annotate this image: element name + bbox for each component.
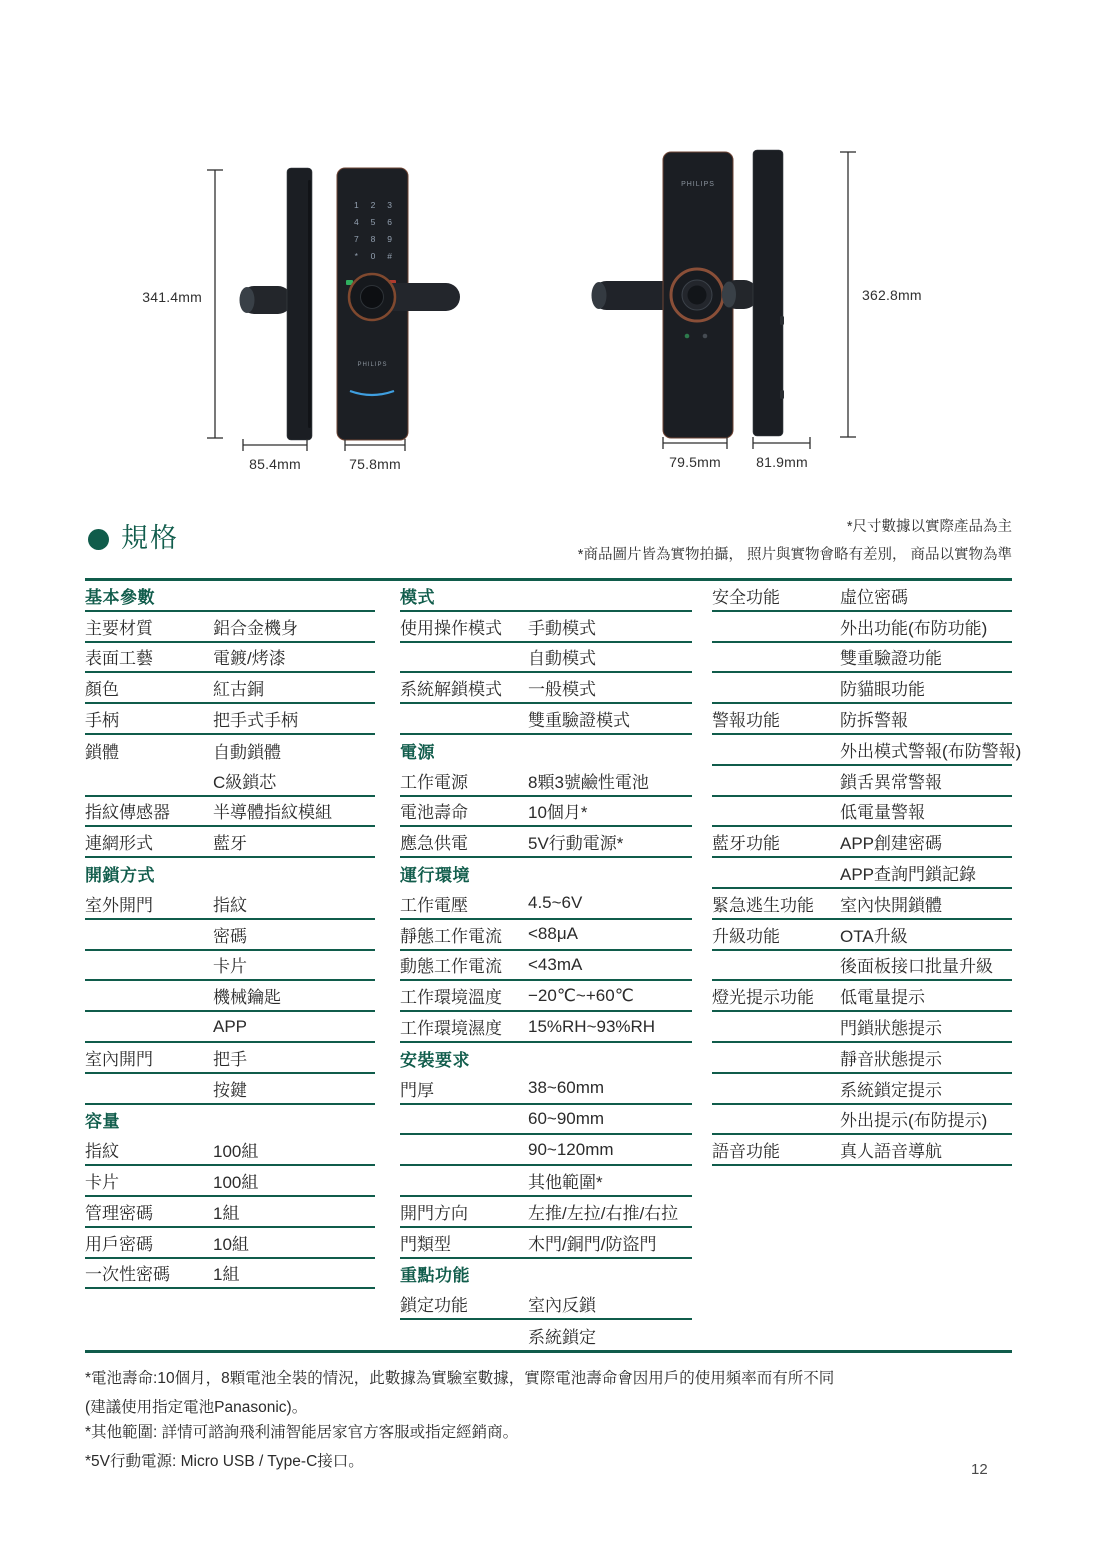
spec-value: 100組: [213, 1173, 259, 1193]
spec-section-title: 基本參數: [85, 587, 155, 607]
spec-section-title: 重點功能: [400, 1266, 470, 1286]
spec-row: [85, 673, 375, 704]
spec-value: 門鎖狀態提示: [840, 1019, 942, 1039]
spec-label: 卡片: [85, 1173, 119, 1193]
spec-value: 半導體指紋模組: [213, 803, 332, 823]
spec-value: 1組: [213, 1203, 240, 1223]
spec-label: 表面工藝: [85, 649, 153, 669]
spec-value: 鋁合金機身: [213, 618, 298, 638]
spec-value: 4.5~6V: [528, 893, 583, 913]
spec-row: [400, 889, 692, 920]
spec-row: [712, 1074, 1012, 1105]
spec-row: [400, 797, 692, 828]
spec-value: 自動模式: [528, 649, 596, 669]
spec-row: [85, 643, 375, 674]
spec-row: [400, 1197, 692, 1228]
spec-row: [400, 827, 692, 858]
dim-width-right-side: 81.9mm: [756, 454, 808, 470]
spec-value: 按鍵: [213, 1080, 247, 1100]
keypad-key: 3: [387, 200, 393, 210]
disclaimers: [578, 513, 1012, 569]
spec-value: 把手: [213, 1049, 247, 1069]
spec-section-title: 安裝要求: [400, 1050, 470, 1070]
spec-label: 門類型: [400, 1234, 451, 1254]
spec-row: [400, 1166, 692, 1197]
spec-label: 室內開門: [85, 1049, 153, 1069]
spec-row: [712, 643, 1012, 674]
spec-value: 室內快開鎖體: [840, 895, 942, 915]
spec-row: [85, 704, 375, 735]
dim-height-left: 341.4mm: [142, 289, 202, 305]
spec-label: 藍牙功能: [712, 834, 780, 854]
spec-row: [85, 1197, 375, 1228]
spec-row: [85, 920, 375, 951]
spec-row: [85, 1135, 375, 1166]
spec-value: 自動鎖體: [213, 742, 281, 762]
brand-wordmark: PHILIPS: [681, 181, 715, 188]
spec-row: [85, 797, 375, 828]
spec-row: [400, 1135, 692, 1166]
page-number: 12: [971, 1461, 988, 1478]
keypad-key: 0: [370, 251, 376, 261]
spec-row: [85, 1043, 375, 1074]
spec-value: OTA升級: [840, 926, 908, 946]
spec-value: 外出功能(布防功能): [840, 618, 988, 638]
spec-row: [712, 735, 1022, 766]
spec-row: [712, 766, 1012, 797]
keypad: [348, 200, 398, 261]
spec-row: [85, 951, 375, 982]
keypad-key: 2: [370, 200, 376, 210]
spec-row: [712, 1012, 1012, 1043]
product-drawings: [80, 140, 960, 500]
spec-section-header: [400, 858, 692, 889]
spec-label: 使用操作模式: [400, 618, 502, 638]
spec-label: 工作環境濕度: [400, 1019, 502, 1039]
spec-value: 8顆3號鹼性電池: [528, 772, 649, 792]
spec-value: 外出模式警報(布防警報): [840, 741, 1022, 761]
dim-width-right-front: 79.5mm: [669, 454, 721, 470]
spec-value: 靜音狀態提示: [840, 1049, 942, 1069]
dim-line-height-right: [840, 152, 856, 437]
spec-row: [712, 581, 1012, 612]
spec-column-mode: [400, 581, 692, 1351]
spec-value: 15%RH~93%RH: [528, 1016, 656, 1036]
spec-value: 室內反鎖: [528, 1296, 596, 1316]
spec-value: 1組: [213, 1265, 240, 1285]
spec-value: 防拆警報: [840, 711, 908, 731]
spec-row: [400, 981, 692, 1012]
keypad-key: 9: [387, 234, 393, 244]
disclaimer-line: *尺寸數據以實際產品為主: [846, 519, 1012, 535]
spec-value: 10個月*: [528, 803, 588, 823]
spec-row: [400, 1289, 692, 1320]
spec-label: 手柄: [85, 711, 119, 731]
table-bottom-rule: [85, 1350, 1012, 1353]
spec-value: 雙重驗證模式: [528, 711, 630, 731]
spec-row: [85, 889, 375, 920]
spec-section-header: [85, 1105, 375, 1136]
spec-value: 低電量警報: [840, 803, 925, 823]
spec-row: [712, 858, 1012, 889]
spec-row: [400, 643, 692, 674]
spec-row: [85, 735, 375, 766]
spec-label: 工作環境溫度: [400, 988, 502, 1008]
brand-wordmark: PHILIPS: [357, 362, 388, 368]
spec-label: 動態工作電流: [400, 957, 502, 977]
spec-column-basic: [85, 581, 375, 1289]
spec-row: [400, 951, 692, 982]
spec-value: 100組: [213, 1142, 259, 1162]
spec-label: 升級功能: [712, 926, 780, 946]
spec-row: [400, 1074, 692, 1105]
spec-value: 指紋: [213, 895, 247, 915]
spec-section-title: 開鎖方式: [85, 866, 155, 886]
spec-section-header: [400, 735, 692, 766]
spec-row: [712, 981, 1012, 1012]
spec-label: 室外開門: [85, 895, 153, 915]
spec-value: 虛位密碼: [840, 587, 908, 607]
footnote: *電池壽命:10個月，8顆電池全裝的情況，此數據為實驗室數據，實際電池壽命會因用戶的使用頻率而有所不同: [85, 1370, 835, 1387]
spec-row: [712, 704, 1012, 735]
spec-label: 連網形式: [85, 834, 153, 854]
keypad-key: *: [354, 251, 358, 261]
spec-label: 電池壽命: [400, 803, 468, 823]
spec-value: <43mA: [528, 954, 583, 974]
spec-value: APP創建密碼: [840, 834, 943, 854]
keypad-key: #: [387, 251, 393, 261]
dim-line-width-right-side: [753, 437, 810, 449]
section-title: 規格: [121, 523, 179, 553]
keypad-key: 1: [353, 200, 359, 210]
spec-value: <88μA: [528, 924, 578, 944]
spec-row: [712, 951, 1012, 982]
spec-section-title: 電源: [400, 742, 435, 762]
spec-value: 卡片: [213, 957, 247, 977]
disclaimer-line: *商品圖片皆為實物拍攝， 照片與實物會略有差別， 商品以實物為準: [577, 547, 1012, 563]
dim-line-height-left: [207, 170, 223, 438]
spec-section-header: [400, 581, 692, 612]
spec-value: 後面板接口批量升級: [840, 957, 993, 977]
spec-label: 靜態工作電流: [400, 926, 502, 946]
spec-value: 60~90mm: [528, 1108, 605, 1128]
spec-row: [400, 1320, 692, 1351]
spec-label: 顏色: [85, 680, 119, 700]
keypad-key: 5: [370, 217, 376, 227]
spec-row: [400, 920, 692, 951]
spec-value: 機械鑰匙: [213, 988, 281, 1008]
spec-label: 一次性密碼: [85, 1265, 170, 1285]
spec-value: 系統鎖定提示: [840, 1080, 942, 1100]
spec-row: [400, 612, 692, 643]
dim-line-width-left-side: [243, 439, 307, 451]
spec-value: 10組: [213, 1234, 249, 1254]
spec-value: 鎖舌異常警報: [840, 772, 942, 792]
spec-value: 電鍍/烤漆: [213, 649, 286, 669]
footnote: *5V行動電源: Micro USB / Type-C接口。: [85, 1453, 364, 1470]
spec-value: 外出提示(布防提示): [840, 1111, 988, 1131]
spec-value: 手動模式: [528, 618, 596, 638]
spec-label: 警報功能: [712, 711, 780, 731]
spec-value: 90~120mm: [528, 1139, 614, 1159]
spec-row: [85, 766, 375, 797]
spec-row: [85, 1228, 375, 1259]
footnote: *其他範圍: 詳情可諮詢飛利浦智能居家官方客服或指定經銷商。: [85, 1424, 519, 1441]
spec-row: [400, 704, 692, 735]
spec-row: [85, 1166, 375, 1197]
spec-row: [712, 1043, 1012, 1074]
spec-value: 防貓眼功能: [840, 680, 925, 700]
spec-label: 指紋: [85, 1142, 119, 1162]
spec-row: [85, 981, 375, 1012]
spec-value: 藍牙: [213, 834, 247, 854]
spec-value: 38~60mm: [528, 1078, 605, 1098]
spec-row: [85, 1259, 375, 1290]
spec-value: C級鎖芯: [213, 772, 277, 792]
dim-height-right: 362.8mm: [862, 287, 922, 303]
spec-row: [85, 1074, 375, 1105]
dim-line-width-right-front: [663, 437, 727, 449]
lock-side-view-left: [240, 168, 313, 440]
spec-value: 5V行動電源*: [528, 834, 624, 854]
spec-value: 雙重驗證功能: [840, 649, 942, 669]
keypad-key: 6: [387, 217, 393, 227]
spec-label: 應急供電: [400, 834, 468, 854]
section-bullet-icon: [88, 529, 109, 550]
spec-row: [712, 889, 1012, 920]
keypad-key: 8: [370, 234, 376, 244]
dim-line-width-left-front: [345, 439, 405, 451]
spec-row: [85, 1012, 375, 1043]
spec-value: APP: [213, 1016, 248, 1036]
spec-value: 真人語音導航: [840, 1142, 942, 1162]
spec-label: 指紋傳感器: [85, 803, 170, 823]
spec-section-title: 容量: [85, 1112, 120, 1132]
dim-width-left-side: 85.4mm: [249, 456, 301, 472]
spec-row: [400, 1012, 692, 1043]
dim-width-left-front: 75.8mm: [349, 456, 401, 472]
spec-label: 開門方向: [400, 1203, 468, 1223]
spec-label: 系統解鎖模式: [400, 680, 502, 700]
spec-section-header: [85, 858, 375, 889]
spec-label: 門厚: [400, 1080, 434, 1100]
spec-row: [712, 1105, 1012, 1136]
spec-label: 安全功能: [712, 587, 780, 607]
spec-value: APP查詢門鎖記錄: [840, 865, 977, 885]
spec-row: [712, 920, 1012, 951]
spec-label: 用戶密碼: [85, 1234, 153, 1254]
spec-row: [712, 612, 1012, 643]
spec-row: [400, 673, 692, 704]
spec-label: 主要材質: [85, 618, 153, 638]
spec-value: 把手式手柄: [213, 711, 298, 731]
keypad-key: 7: [353, 234, 359, 244]
spec-value: 左推/左拉/右推/右拉: [528, 1203, 679, 1223]
spec-section-header: [85, 581, 375, 612]
spec-row: [400, 766, 692, 797]
spec-label: 鎖體: [85, 742, 119, 762]
spec-value: 低電量提示: [840, 988, 925, 1008]
spec-column-functions: [712, 581, 1022, 1166]
spec-row: [712, 827, 1012, 858]
spec-row: [85, 827, 375, 858]
spec-section-header: [400, 1043, 692, 1074]
spec-label: 工作電源: [400, 772, 468, 792]
spec-value: 系統鎖定: [528, 1328, 596, 1348]
spec-row: [712, 797, 1012, 828]
spec-value: 密碼: [213, 926, 247, 946]
spec-value: 其他範圍*: [528, 1173, 603, 1193]
spec-value: −20℃~+60℃: [528, 985, 634, 1005]
footnote: (建議使用指定電池Panasonic)。: [85, 1399, 308, 1416]
spec-section-title: 模式: [400, 587, 435, 607]
spec-value: 木門/銅門/防盜門: [528, 1234, 657, 1254]
spec-label: 管理密碼: [85, 1203, 153, 1223]
spec-row: [712, 1135, 1012, 1166]
spec-label: 工作電壓: [400, 895, 468, 915]
spec-value: 紅古銅: [213, 680, 264, 700]
spec-label: 鎖定功能: [400, 1296, 468, 1316]
spec-label: 燈光提示功能: [712, 988, 814, 1008]
spec-label: 語音功能: [712, 1142, 780, 1162]
spec-row: [712, 673, 1012, 704]
spec-row: [400, 1228, 692, 1259]
spec-label: 緊急逃生功能: [712, 895, 814, 915]
spec-value: 一般模式: [528, 680, 596, 700]
spec-row: [400, 1105, 692, 1136]
keypad-key: 4: [353, 217, 359, 227]
spec-section-header: [400, 1259, 692, 1290]
spec-section-title: 運行環境: [400, 866, 470, 886]
lock-front-view-interior: [592, 152, 734, 438]
spec-row: [85, 612, 375, 643]
